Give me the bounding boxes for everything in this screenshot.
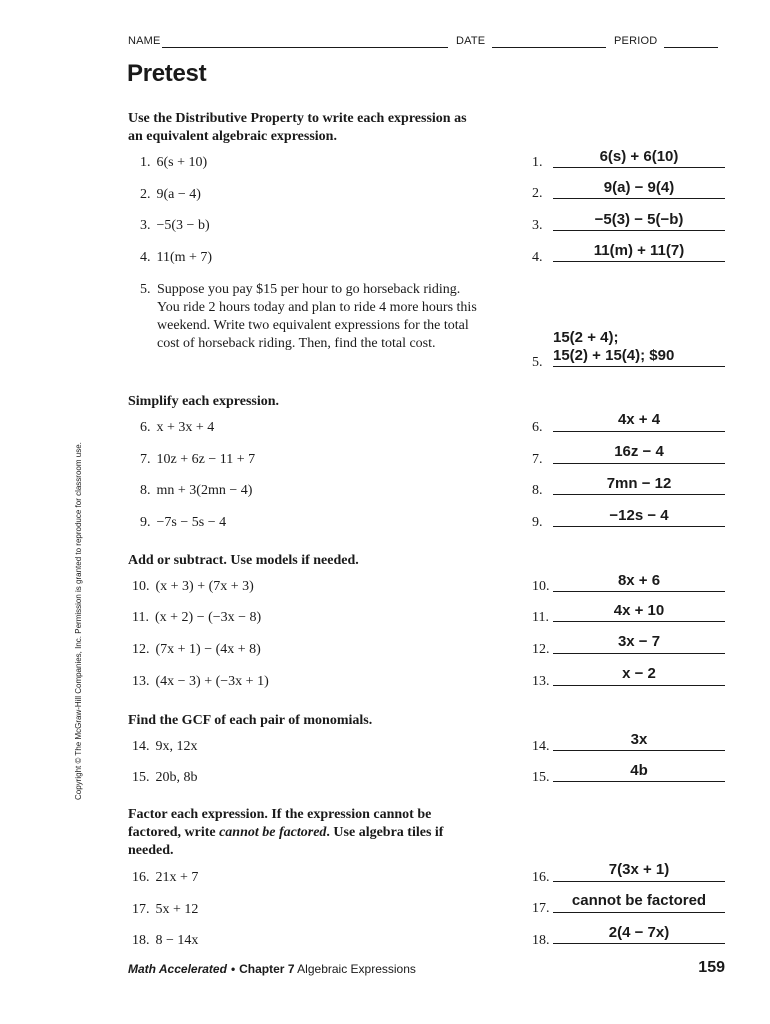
problem-12: 12. (7x + 1) − (4x + 8)	[132, 642, 261, 657]
answer-5-line-1[interactable]: 15(2 + 4);	[553, 329, 619, 346]
problem-7: 7. 10z + 6z − 11 + 7	[140, 452, 256, 467]
problem-9: 9. −7s − 5s − 4	[140, 515, 227, 530]
date-blank[interactable]	[492, 47, 606, 48]
problem-1: 1. 6(s + 10)	[140, 155, 208, 170]
answer-12[interactable]: 3x − 7	[617, 633, 661, 650]
answer-line-15	[553, 781, 725, 782]
problem-3: 3. −5(3 − b)	[140, 218, 210, 233]
answer-line-14	[553, 750, 725, 751]
answer-15[interactable]: 4b	[630, 762, 648, 779]
section-heading-factor: Factor each expression. If the expression cannot be factored, write cannot be factored. Use algebra tiles if needed.	[128, 807, 444, 858]
name-blank[interactable]	[162, 47, 448, 48]
answer-17[interactable]: cannot be factored	[571, 892, 707, 909]
section-heading-gcf: Find the GCF of each pair of monomials.	[128, 713, 373, 728]
answer-number-8: 8.	[532, 483, 543, 498]
date-label: DATE	[456, 35, 486, 47]
answer-5-line-2[interactable]: 15(2) + 15(4); $90	[553, 347, 675, 364]
problem-8: 8. mn + 3(2mn − 4)	[140, 483, 253, 498]
answer-number-12: 12.	[532, 642, 550, 657]
answer-4[interactable]: 11(m) + 11(7)	[593, 242, 685, 259]
answer-number-7: 7.	[532, 452, 543, 467]
answer-number-6: 6.	[532, 420, 543, 435]
answer-9[interactable]: −12s − 4	[609, 507, 669, 524]
answer-8[interactable]: 7mn − 12	[606, 475, 672, 492]
period-label: PERIOD	[614, 35, 658, 47]
answer-number-9: 9.	[532, 515, 543, 530]
answer-number-1: 1.	[532, 155, 543, 170]
answer-number-5: 5.	[532, 355, 543, 370]
answer-18[interactable]: 2(4 − 7x)	[608, 924, 670, 941]
answer-line-7	[553, 463, 725, 464]
answer-line-13	[553, 685, 725, 686]
answer-number-11: 11.	[532, 610, 549, 625]
answer-number-3: 3.	[532, 218, 543, 233]
problem-4: 4. 11(m + 7)	[140, 250, 213, 265]
problem-6: 6. x + 3x + 4	[140, 420, 215, 435]
problem-2: 2. 9(a − 4)	[140, 187, 201, 202]
answer-number-17: 17.	[532, 901, 550, 916]
copyright-notice: Copyright © The McGraw-Hill Companies, Inc. Permission is granted to reproduce for classroom use.	[74, 442, 83, 800]
answer-13[interactable]: x − 2	[622, 665, 656, 682]
problem-15: 15. 20b, 8b	[132, 770, 198, 785]
problem-13: 13. (4x − 3) + (−3x + 1)	[132, 674, 269, 689]
footer-chapter-title: Algebraic Expressions	[297, 962, 416, 976]
footer-bullet: •	[230, 962, 236, 976]
answer-line-8	[553, 494, 725, 495]
problem-14: 14. 9x, 12x	[132, 739, 198, 754]
problem-18: 18. 8 − 14x	[132, 933, 199, 948]
answer-line-6	[553, 431, 725, 432]
footer-chapter: Chapter 7	[239, 962, 295, 976]
name-label: NAME	[128, 35, 161, 47]
section-heading-distributive: Use the Distributive Property to write each expression as an equivalent algebraic expression.	[128, 111, 467, 144]
answer-number-14: 14.	[532, 739, 550, 754]
answer-2[interactable]: 9(a) − 9(4)	[603, 179, 675, 196]
answer-6[interactable]: 4x + 4	[617, 411, 661, 428]
answer-line-12	[553, 653, 725, 654]
page-title: Pretest	[127, 60, 207, 87]
section-heading-simplify: Simplify each expression.	[128, 394, 280, 409]
answer-10[interactable]: 8x + 6	[617, 572, 661, 589]
answer-line-9	[553, 526, 725, 527]
answer-3[interactable]: −5(3) − 5(−b)	[594, 211, 684, 228]
answer-line-3	[553, 230, 725, 231]
problem-16: 16. 21x + 7	[132, 870, 199, 885]
answer-number-13: 13.	[532, 674, 550, 689]
answer-line-1	[553, 167, 725, 168]
answer-7[interactable]: 16z − 4	[614, 443, 664, 460]
answer-line-16	[553, 881, 725, 882]
problem-10: 10. (x + 3) + (7x + 3)	[132, 579, 254, 594]
answer-number-18: 18.	[532, 933, 550, 948]
answer-11[interactable]: 4x + 10	[613, 602, 665, 619]
answer-line-18	[553, 943, 725, 944]
problem-11: 11. (x + 2) − (−3x − 8)	[132, 610, 262, 625]
answer-number-15: 15.	[532, 770, 550, 785]
answer-number-16: 16.	[532, 870, 550, 885]
answer-line-2	[553, 198, 725, 199]
answer-line-10	[553, 591, 725, 592]
answer-line-11	[553, 621, 725, 622]
answer-line-17	[553, 912, 725, 913]
answer-number-4: 4.	[532, 250, 543, 265]
footer-book-title: Math Accelerated	[128, 962, 227, 976]
section-heading-add-subtract: Add or subtract. Use models if needed.	[128, 553, 359, 568]
page-number: 159	[698, 959, 725, 976]
problem-17: 17. 5x + 12	[132, 902, 199, 917]
page-footer	[128, 959, 725, 976]
answer-line-5	[553, 366, 725, 367]
answer-number-2: 2.	[532, 186, 543, 201]
answer-1[interactable]: 6(s) + 6(10)	[599, 148, 679, 165]
answer-line-4	[553, 261, 725, 262]
answer-number-10: 10.	[532, 579, 550, 594]
period-blank[interactable]	[664, 47, 718, 48]
answer-14[interactable]: 3x	[630, 731, 648, 748]
worksheet-header	[128, 34, 718, 50]
answer-16[interactable]: 7(3x + 1)	[608, 861, 670, 878]
